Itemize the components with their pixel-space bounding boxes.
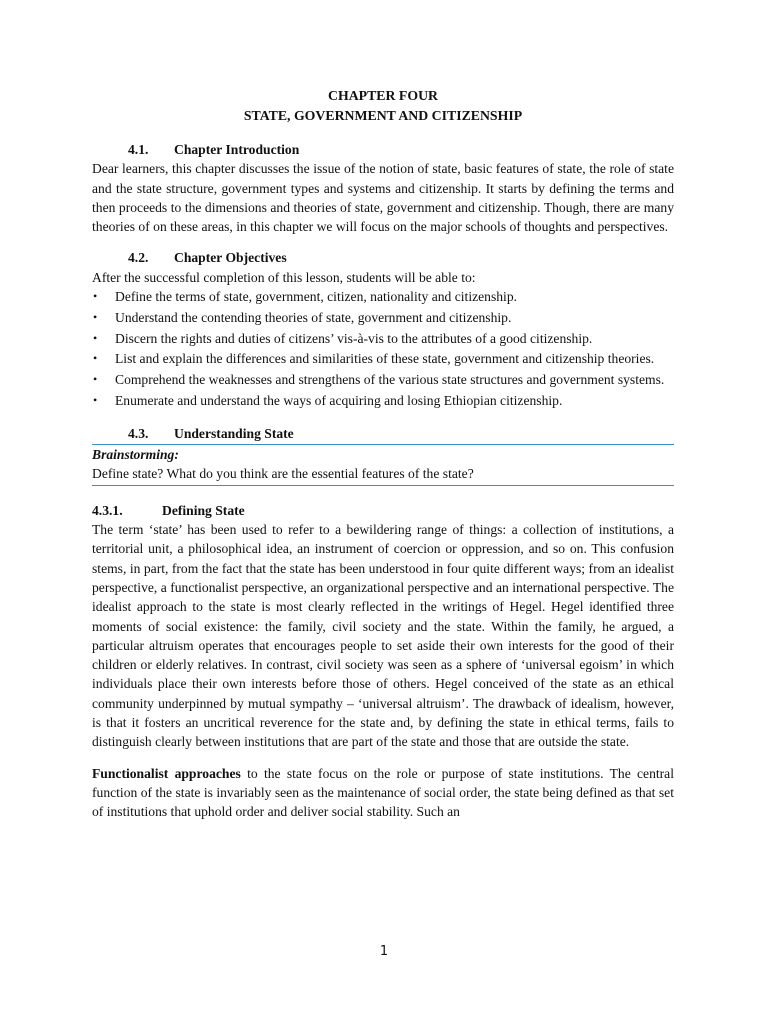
objectives-list <box>92 287 674 410</box>
bullet-icon: • <box>93 330 98 345</box>
section-heading-intro <box>92 140 674 159</box>
list-item <box>92 349 674 368</box>
list-item-text: Discern the rights and duties of citizens’ vis-à-vis to the attributes of a good citizenship. <box>115 330 593 346</box>
list-item <box>92 329 674 348</box>
list-item-text: Comprehend the weaknesses and strengthens of the various state structures and government systems. <box>115 372 665 388</box>
chapter-title: STATE, GOVERNMENT AND CITIZENSHIP <box>243 107 523 123</box>
page-number: 1 <box>379 944 389 959</box>
section-title: Chapter Introduction <box>174 142 300 157</box>
subsection-title: Defining State <box>162 502 245 518</box>
list-item <box>92 391 674 410</box>
list-item <box>92 308 674 327</box>
bullet-icon: • <box>93 309 98 324</box>
objectives-lead: After the successful completion of this lesson, students will be able to: <box>92 269 476 285</box>
section-number: 4.1. <box>128 142 149 157</box>
chapter-number-title: CHAPTER FOUR <box>328 88 438 103</box>
subsection-number: 4.3.1. <box>92 502 123 518</box>
section-title: Understanding State <box>174 425 294 441</box>
section-number: 4.3. <box>128 425 149 441</box>
subsection-heading-defining <box>92 501 674 520</box>
defining-paragraph-2 <box>92 764 674 822</box>
brainstorming-box <box>92 444 674 486</box>
section-number: 4.2. <box>128 250 149 266</box>
bullet-icon: • <box>93 351 98 366</box>
bullet-icon: • <box>93 289 98 304</box>
bullet-icon: • <box>93 393 98 408</box>
functionalist-term: Functionalist approaches <box>92 765 241 781</box>
section-title: Chapter Objectives <box>174 250 287 266</box>
list-item-text: List and explain the differences and similarities of these state, government and citizenship theories. <box>115 351 655 367</box>
section-heading-understanding <box>92 424 674 443</box>
section-heading-objectives <box>92 248 674 267</box>
list-item-text: Understand the contending theories of state, government and citizenship. <box>115 309 512 325</box>
page-content <box>92 86 674 822</box>
intro-paragraph: Dear learners, this chapter discusses the issue of the notion of state, basic features of state, the role of state and the state structure, government types and systems and citizenship. It starts by defining the terms and then proceeds to the dimensions and theories of state, government and citizenship. Though, there are many theories of on these areas, in this chapter we will focus on the major schools of thoughts and perspectives. <box>92 161 674 235</box>
list-item <box>92 287 674 306</box>
list-item-text: Define the terms of state, government, citizen, nationality and citizenship. <box>115 289 518 305</box>
list-item-text: Enumerate and understand the ways of acquiring and losing Ethiopian citizenship. <box>115 393 563 409</box>
bullet-icon: • <box>93 372 98 387</box>
defining-paragraph-1: The term ‘state’ has been used to refer to a bewildering range of things: a collection of institutions, a territorial unit, a philosophical idea, an instrument of coercion or oppression, and so on. This confusion stems, in part, from the fact that the state has been understood in four quite different ways; from an idealist perspective, a functionalist perspective, an organizational perspective and an international perspective. The idealist approach to the state is most clearly reflected in the writings of Hegel. Hegel identified three moments of social existence: the family, civil society and the state. Within the family, he argued, a particular altruism operates that encourages people to set aside their own interests for the good of their children or elderly relatives. In contrast, civil society was seen as a sphere of ‘universal egoism’ in which individuals place their own interests before those of others. Hegel conceived of the state as an ethical community underpinned by mutual sympathy – ‘universal altruism’. The drawback of idealism, however, is that it fosters an uncritical reverence for the state and, by defining the state in ethical terms, fails to distinguish clearly between institutions that are part of the state and those that are outside the state. <box>92 522 674 750</box>
brainstorming-question: Define state? What do you think are the essential features of the state? <box>92 466 474 482</box>
paragraph-text: to the state focus on the role or purpose of state institutions. The central function of the state is invariably seen as the maintenance of social order, the state being defined as that set of institutions that uphold order and deliver social stability. Such an <box>92 765 674 820</box>
list-item <box>92 370 674 389</box>
brainstorming-label: Brainstorming: <box>92 447 179 463</box>
